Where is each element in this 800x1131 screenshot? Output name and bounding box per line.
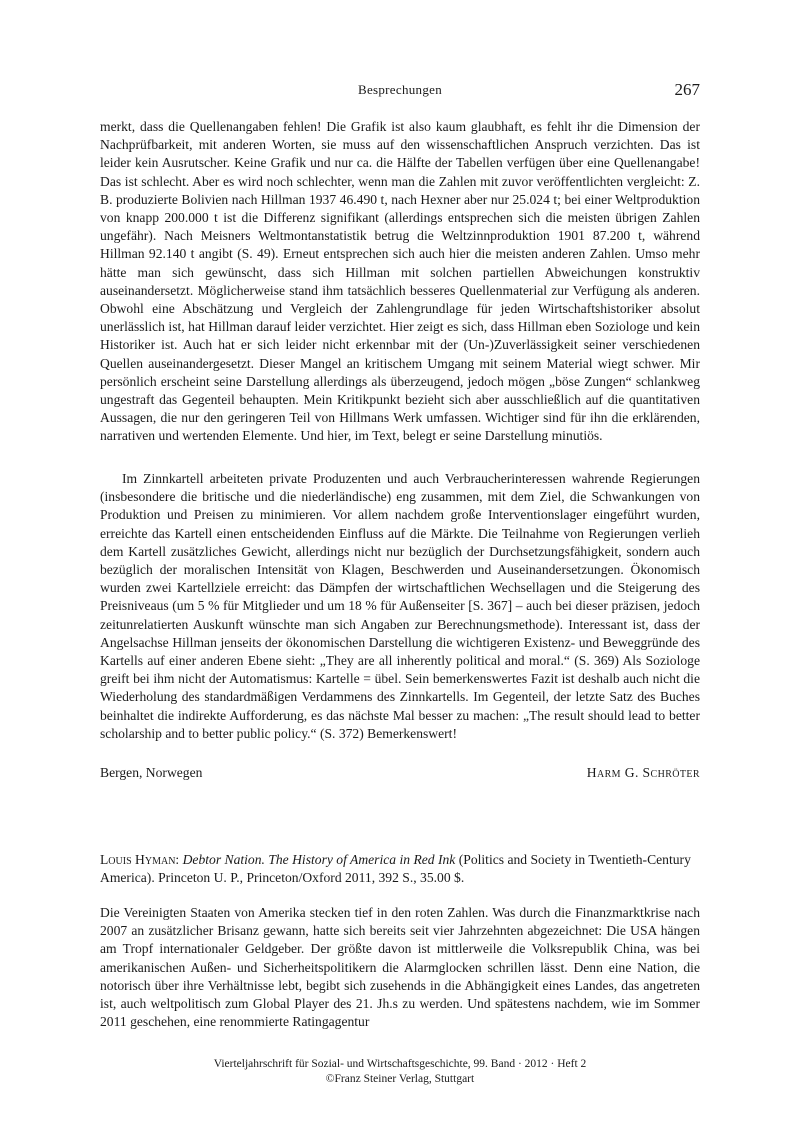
review1-signoff bbox=[100, 765, 700, 781]
journal-info: Vierteljahrschrift für Sozial- und Wirtschaftsgeschichte, 99. Band · 2012 · Heft 2 bbox=[213, 1058, 587, 1070]
reviewer-name: Harm G. Schröter bbox=[586, 765, 700, 780]
publisher-info: ©Franz Steiner Verlag, Stuttgart bbox=[325, 1073, 475, 1085]
review-place: Bergen, Norwegen bbox=[100, 765, 203, 780]
review1-paragraph-2: Im Zinnkartell arbeiteten private Produzenten und auch Verbraucherinteressen wahrende Regierungen (insbesondere die britische und die niederländische) eng zusammen, mit dem Ziel, die Schwankungen von Produktion und Preisen zu minimieren. Vor allem nachdem große Interventionslager eingeführt wurden, erreichte das Kartell einen entscheidenden Einfluss auf die Märkte. Die Teilnahme von Regierungen verlieh dem Kartell zusätzliches Gewicht, allerdings nicht nur bezüglich der Durchsetzungsfähigkeit, sondern auch bezüglich der moralischen Intensität von Klagen, Beschwerden und Auseinandersetzungen. Ökonomisch wurden zwei Kartellziele erreicht: das Dämpfen der wirtschaftlichen Wechsellagen und die Steigerung des Preisniveaus (um 5 % für Mitglieder und um 18 % für Außenseiter [S. 367] – auch bei dieser präzisen, jedoch zeitunrelatierten Auskunft wünschte man sich Angaben zur Berechnungsmethode). Interessant ist, dass der Angelsachse Hillman jenseits der ökonomischen Darstellung die wichtigeren Existenz- und Beweggründe des Kartells auf einer anderen Ebene sieht: „They are all inherently political and moral.“ (S. 369) Als Soziologe greift bei ihm nicht der Automatismus: Kartelle = übel. Sein bemerkenswertes Fazit ist deshalb auch nicht die Wiederholung des standardmäßigen Verdammens des Zinnkartells. Im Gegenteil, der letzte Satz des Buches beinhaltet die indirekte Aufforderung, es das nächste Mal besser zu machen: „The result should lead to better scholarship and to better public policy.“ (S. 372) Bemerkenswert! bbox=[100, 471, 700, 741]
page-footer bbox=[0, 1057, 800, 1087]
book-citation bbox=[100, 851, 700, 887]
book-publication: (Politics and Society in Twentieth-Century America). Princeton U. P., Princeton/Oxford 2011, 392 S., 35.00 $. bbox=[100, 852, 691, 886]
review1-body-2 bbox=[100, 470, 700, 743]
running-title: Besprechungen bbox=[357, 82, 443, 97]
page-number: 267 bbox=[674, 80, 700, 99]
review2-paragraph-1: Die Vereinigten Staaten von Amerika stecken tief in den roten Zahlen. Was durch die Finanzmarktkrise nach 2007 an zusätzlicher Brisanz gewann, hatte sich bereits seit vier Jahrzehnten abgezeichnet: Die USA hängen am Tropf internationaler Geldgeber. Der größte davon ist mittlerweile die Volksrepublik China, was bei amerikanischen Außen- und Sicherheitspolitikern die Alarmglocken schrillen lässt. Denn eine Nation, die notorisch über ihre Verhältnisse lebt, begibt sich zusehends in die Abhängigkeit eines Landes, das angetreten ist, auch weltpolitisch zum Global Player des 21. Jh.s zu werden. Und spätestens nachdem, wie im Sommer 2011 geschehen, eine renommierte Ratingagentur bbox=[100, 905, 700, 1030]
review1-body bbox=[100, 118, 700, 446]
review2-body bbox=[100, 904, 700, 1031]
author-separator: : bbox=[175, 852, 183, 867]
review1-paragraph-1: merkt, dass die Quellenangaben fehlen! Die Grafik ist also kaum glaubhaft, es fehlt ihr die Dimension der Nachprüfbarkeit, mit anderen Worten, sie muss auf den wissenschaftlichen Anspruch verzichten. Das ist leider kein Ausrutscher. Keine Grafik und nur ca. die Hälfte der Tabellen verfügen über eine Quellenangabe! Das ist schlecht. Aber es wird noch schlechter, wenn man die Zahlen mit zuvor veröffentlichten vergleicht: Z. B. produzierte Bolivien nach Hillman 1937 46.490 t, nach Hexner aber nur 25.024 t; bei einer Weltproduktion von knapp 200.000 t ist die Differenz signifikant (allerdings entsprechen sich die meisten übrigen Zahlen ungefähr). Nach Meisners Weltmontanstatistik betrug die Weltzinnproduktion 1901 87.200 t, während Hillman 92.140 t angibt (S. 49). Erneut entsprechen sich auch hier die meisten anderen Zahlen. Umso mehr hätte man sich gewünscht, dass sich Hillman mit solchen partiellen Abweichungen konstruktiv auseinandersetzt. Möglicherweise stand ihm tatsächlich besseres Quellenmaterial zur Verfügung als anderen. Obwohl eine Abschätzung und Vergleich der Zahlengrundlage für jeden Wirtschaftshistoriker absolut unerlässlich ist, hat Hillman darauf leider verzichtet. Hier zeigt es sich, dass Hillman eben Soziologe und kein Historiker ist. Auch hat er sich leider nicht erkennbar mit der (Un-)Zuverlässigkeit seiner verschiedenen Quellen auseinandergesetzt. Dieser Mangel an kritischem Umgang mit seinem Material wiegt schwer. Mir persönlich erscheint seine Darstellung allerdings als überzeugend, jedoch mögen „böse Zungen“ schlankweg ungestraft das Gegenteil behaupten. Mein Kritikpunkt bezieht sich aber ausschließlich auf die quantitativen Aussagen, die nur den geringeren Teil von Hillmans Werk umfassen. Wichtiger sind für ihn die erklärenden, narrativen und wertenden Elemente. Und hier, im Text, belegt er seine Darstellung minutiös. bbox=[100, 119, 700, 444]
book-author: Louis Hyman bbox=[100, 852, 176, 867]
book-title: Debtor Nation. The History of America in Red Ink bbox=[182, 852, 456, 867]
